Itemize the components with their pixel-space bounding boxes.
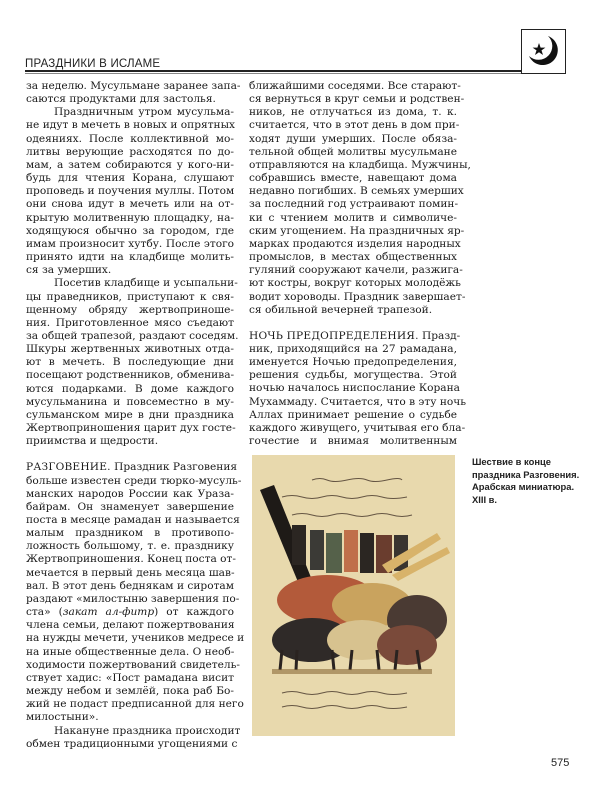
text-line: Шкуры жертвенных животных отда- — [26, 343, 234, 356]
figure-caption — [472, 456, 582, 506]
text-line: промыслов, в местах общественных — [249, 251, 457, 264]
emblem-box — [521, 29, 566, 74]
text-line: милостыни». — [26, 711, 99, 724]
text-line: водит хороводы. Праздник завершает- — [249, 290, 466, 303]
text-line: на иные общественные дела. О необ- — [26, 645, 235, 658]
running-head: ПРАЗДНИКИ В ИСЛАМЕ — [25, 58, 161, 70]
text-line: тельной общей молитвы мусульмане — [249, 145, 457, 158]
text-line: поста в месяце рамадан и называется — [26, 514, 240, 526]
text-line: приимства и щедрости. — [26, 435, 159, 448]
caption-line: Арабская миниатюра. — [472, 481, 575, 492]
text-line: Жертвоприношения. Конец поста от- — [26, 553, 236, 566]
text-line: мечается в первый день месяца шав- — [26, 566, 235, 579]
text-fragment: ста» ( — [26, 606, 63, 619]
header-rule-thin — [25, 73, 522, 74]
left-column — [26, 80, 245, 751]
text-line-italic-term — [26, 606, 234, 619]
text-line: сульманском мире в дни праздника — [26, 408, 234, 421]
text-line: ния. Приготовленное мясо съедают — [26, 316, 234, 329]
text-line: мусульманина и повсеместно в му- — [26, 395, 234, 408]
text-line: недавно погибших. В семьях умерших — [249, 185, 464, 198]
text-line: ложность большому, т. е. празднику — [26, 540, 234, 553]
text-line: гочестие и внимая молитвенным — [249, 435, 457, 448]
text-line: проповедь и поучения муллы. Потом — [26, 185, 235, 198]
figure-miniature — [252, 455, 455, 736]
caption-line: XIII в. — [472, 493, 498, 505]
text-line: цы праведников, приступают к свя- — [26, 290, 234, 303]
text-line: ся за умерших. — [26, 264, 112, 277]
text-line: Посетив кладбище и усыпальни- — [54, 277, 238, 290]
section-title: НОЧЬ ПРЕДОПРЕДЕЛЕНИЯ. — [249, 329, 419, 342]
text-line: за неделю. Мусульмане заранее запа- — [26, 80, 241, 92]
text-line: имам произносит хутбу. После этого — [26, 237, 234, 250]
text-line: принято идти на кладбище молить- — [26, 251, 234, 264]
text-line: ют костры, вокруг которых молодёжь — [249, 277, 461, 290]
caption-line: Шествие в конце — [472, 456, 551, 467]
middle-column — [249, 80, 471, 448]
text-line: ходят души умерших. После обяза- — [249, 132, 457, 145]
text-line: ствует хадис: «Пост рамадана висит — [26, 671, 234, 684]
text-line: ближайшими соседями. Все старают- — [249, 80, 461, 92]
text-line: ки с чтением молитв и символиче- — [249, 211, 457, 224]
text-line: мам, а затем собираются у кого-ни- — [26, 158, 234, 171]
text-line: одеяниях. После коллективной мо- — [26, 132, 234, 145]
text-line: больше известен среди тюрко-мусуль- — [26, 474, 242, 487]
text-fragment: ) от каждого — [154, 606, 235, 619]
italic-term: закат ал-фитр — [62, 606, 155, 619]
section-title: РАЗГОВЕНИЕ. — [26, 461, 111, 474]
crescent-and-star-icon — [522, 30, 564, 72]
text-line: марках продаются изделия народных — [249, 237, 461, 250]
text-line: ходимости пожертвований свидетель- — [26, 658, 241, 671]
text-line: литвы верующие расходятся по до- — [26, 145, 234, 158]
section-first-line: Празд- — [422, 329, 461, 342]
text-line: саются продуктами для застолья. — [26, 93, 216, 106]
text-line: раздают «милостыню завершения по- — [26, 592, 240, 605]
text-line: они снова идут в мечеть или на от- — [26, 198, 234, 211]
paragraph-gap — [26, 448, 234, 461]
text-line: манских народов России как Ураза- — [26, 487, 234, 500]
section-heading-line — [26, 461, 238, 474]
text-line: члена семьи, делают пожертвования — [26, 619, 235, 632]
text-line: байрам. Он знаменует завершение — [26, 500, 234, 513]
text-line: Праздничным утром мусульма- — [54, 106, 234, 119]
text-line: будь для чтения Корана, слушают — [26, 172, 234, 185]
text-line: за общей трапезой, раздают соседям. — [26, 329, 239, 342]
text-line: Аллах принимает решение о судьбе — [249, 408, 457, 421]
text-line: за последний год устраивают помин- — [249, 198, 459, 211]
text-line: ников, не отлучаться из дома, т. к. — [249, 106, 457, 119]
text-line: собравшись вместе, навещают дома — [249, 172, 457, 185]
text-line: между небом и землёй, пока раб Бо- — [26, 685, 234, 698]
text-line: ходящуюся обычно за городом, где — [26, 224, 234, 237]
arabic-miniature-image — [252, 455, 455, 736]
text-line: жий не подаст предписанной для него — [26, 698, 244, 711]
text-line: ночью началось ниспослание Корана — [249, 382, 460, 395]
text-line: малым праздником в противопо- — [26, 527, 234, 540]
text-line: ским угощением. На праздничных яр- — [249, 224, 465, 237]
text-line: отправляются на кладбища. Мужчины, — [249, 158, 471, 171]
text-line: вал. В этот день беднякам и сиротам — [26, 579, 234, 592]
text-line: на нужды мечети, учеников медресе и — [26, 632, 245, 645]
text-line: ник, приходящийся на 27 рамадана, — [249, 342, 457, 355]
text-line: Жертвоприношения царит дух госте- — [26, 422, 236, 435]
text-line: каждого живущего, учитывая его бла- — [249, 421, 466, 434]
text-line: именуется Ночью предопределения, — [249, 356, 457, 369]
text-line: считается, что в этот день в дом при- — [249, 119, 460, 132]
text-line: ют в мечеть. В последующие дни — [26, 356, 234, 369]
text-line: посещают родственников, обменива- — [26, 369, 235, 382]
text-line: обмен традиционными угощениями с — [26, 737, 238, 750]
text-line: ются подарками. В доме каждого — [26, 382, 234, 395]
section-heading-line — [249, 329, 461, 343]
page-number: 575 — [551, 757, 570, 769]
text-line: ся вернуться в круг семьи и родствен- — [249, 93, 465, 106]
text-line: решения судьбы, могущества. Этой — [249, 369, 457, 382]
text-line: Накануне праздника происходит — [54, 724, 241, 737]
paragraph-gap — [249, 317, 457, 330]
text-line: гуляний сооружают качели, разжига- — [249, 264, 463, 277]
text-line: крытую молитвенную площадку, на- — [26, 211, 234, 224]
caption-line: праздника Разговения. — [472, 468, 580, 480]
header-rule — [25, 70, 522, 72]
text-line: Мухаммаду. Считается, что в эту ночь — [249, 395, 467, 408]
text-line: не идут в мечеть в новых и опрятных — [26, 119, 236, 132]
text-line: щенному обряду жертвоприноше- — [26, 303, 234, 316]
section-first-line: Праздник Разговения — [114, 461, 238, 474]
text-line: ся обильной вечерней трапезой. — [249, 303, 433, 316]
